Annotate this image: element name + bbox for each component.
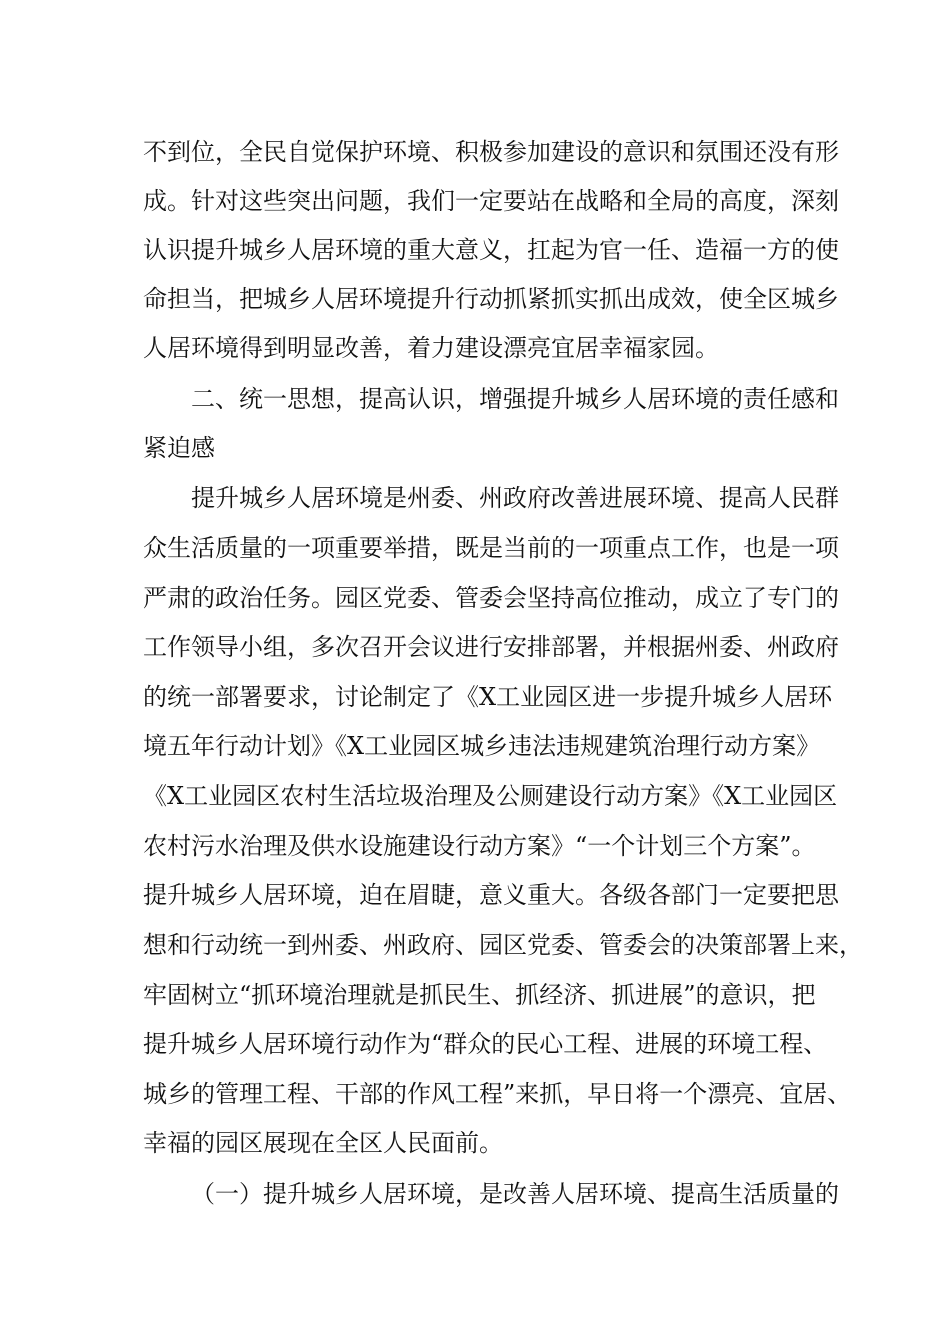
text-line-17: 想和行动统一到州委、州政府、园区党委、管委会的决策部署上来， — [143, 931, 863, 959]
text-line-18: 牢固树立“抓环境治理就是抓民生、抓经济、抓进展”的意识，把 — [143, 981, 816, 1009]
subsection-heading-line: （一）提升城乡人居环境，是改善人居环境、提高生活质量的 — [191, 1180, 839, 1208]
text-line-21: 幸福的园区展现在全区人民面前。 — [143, 1129, 503, 1157]
text-line-11: 工作领导小组，多次召开会议进行安排部署，并根据州委、州政府 — [143, 633, 839, 661]
text-line-13: 境五年行动计划》《X工业园区城乡违法违规建筑治理行动方案》 — [143, 732, 821, 760]
text-line-8: 提升城乡人居环境是州委、州政府改善进展环境、提高人民群 — [191, 484, 839, 512]
text-line-4: 命担当，把城乡人居环境提升行动抓紧抓实抓出成效，使全区城乡 — [143, 285, 839, 313]
text-line-9: 众生活质量的一项重要举措，既是当前的一项重点工作，也是一项 — [143, 534, 839, 562]
text-line-5: 人居环境得到明显改善，着力建设漂亮宜居幸福家园。 — [143, 334, 719, 362]
text-line-16: 提升城乡人居环境，迫在眉睫，意义重大。各级各部门一定要把思 — [143, 881, 839, 909]
text-line-19: 提升城乡人居环境行动作为“群众的民心工程、进展的环境工程、 — [143, 1030, 828, 1058]
text-line-20: 城乡的管理工程、干部的作风工程”来抓，早日将一个漂亮、宜居、 — [143, 1080, 852, 1108]
text-line-3: 认识提升城乡人居环境的重大意义，扛起为官一任、造福一方的使 — [143, 236, 839, 264]
text-line-10: 严肃的政治任务。园区党委、管委会坚持高位推动，成立了专门的 — [143, 584, 839, 612]
section-heading-line-2: 紧迫感 — [143, 434, 215, 462]
text-line-15: 农村污水治理及供水设施建设行动方案》“一个计划三个方案”。 — [143, 832, 816, 860]
section-heading-line-1: 二、统一思想，提高认识，增强提升城乡人居环境的责任感和 — [191, 385, 839, 413]
text-line-2: 成。针对这些突出问题，我们一定要站在战略和全局的高度，深刻 — [143, 187, 839, 215]
text-line-14: 《X工业园区农村生活垃圾治理及公厕建设行动方案》《X工业园区 — [143, 782, 838, 810]
text-line-12: 的统一部署要求，讨论制定了《X工业园区进一步提升城乡人居环 — [143, 683, 833, 711]
text-line-1: 不到位，全民自觉保护环境、积极参加建设的意识和氛围还没有形 — [143, 138, 839, 166]
